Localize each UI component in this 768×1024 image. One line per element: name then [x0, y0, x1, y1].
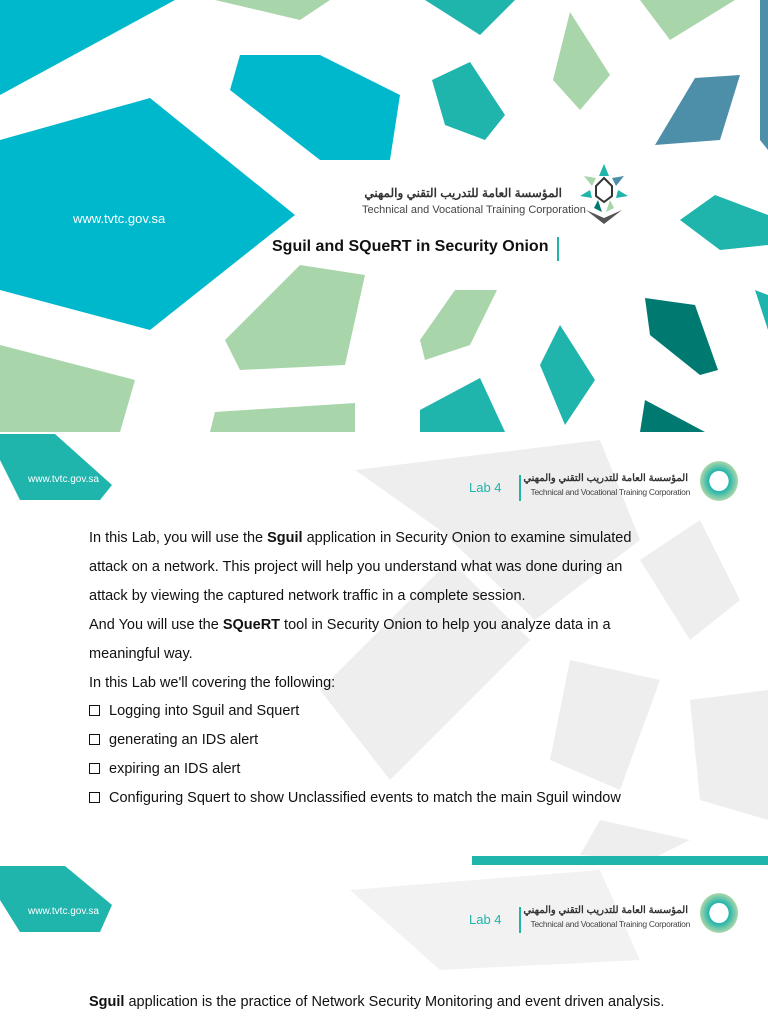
website-url[interactable]: www.tvtc.gov.sa — [28, 906, 99, 917]
intro-line-2: attack on a network. This project will help you understand what was done during an — [89, 559, 623, 575]
lab-divider — [519, 907, 521, 933]
title-divider — [557, 237, 559, 261]
website-url[interactable]: www.tvtc.gov.sa — [73, 211, 166, 226]
checklist-item: expiring an IDS alert — [89, 761, 240, 777]
checkbox-icon — [89, 705, 100, 716]
lab-divider — [519, 475, 521, 501]
checkbox-icon — [89, 763, 100, 774]
intro-line-3: attack by viewing the captured network traffic in a complete session. — [89, 588, 526, 604]
lab-label: Lab 4 — [469, 912, 502, 927]
intro-line-1: In this Lab, you will use the Sguil application in Security Onion to examine simulated — [89, 530, 632, 546]
checkbox-icon — [89, 734, 100, 745]
document-title: Sguil and SQueRT in Security Onion — [272, 238, 549, 255]
org-name-arabic: المؤسسة العامة للتدريب التقني والمهني — [364, 186, 562, 200]
intro-line-6: In this Lab we'll covering the following: — [89, 675, 336, 691]
org-name-arabic: المؤسسة العامة للتدريب التقني والمهني — [523, 905, 688, 916]
org-name-english: Technical and Vocational Training Corporation — [530, 919, 690, 929]
intro-line-5: meaningful way. — [89, 646, 193, 662]
tvtc-logo-icon — [697, 458, 741, 504]
checklist-item: Configuring Squert to show Unclassified events to match the main Sguil window — [89, 790, 621, 806]
website-url[interactable]: www.tvtc.gov.sa — [28, 474, 99, 485]
org-name-arabic: المؤسسة العامة للتدريب التقني والمهني — [523, 473, 688, 484]
org-name-english: Technical and Vocational Training Corporation — [362, 204, 586, 216]
checklist-item: Logging into Sguil and Squert — [89, 703, 299, 719]
sguil-definition: Sguil application is the practice of Network Security Monitoring and event driven analysis. — [89, 994, 665, 1010]
intro-line-4: And You will use the SQueRT tool in Security Onion to help you analyze data in a — [89, 617, 611, 633]
checklist-item: generating an IDS alert — [89, 732, 258, 748]
org-name-english: Technical and Vocational Training Corporation — [530, 487, 690, 497]
lab-label: Lab 4 — [469, 480, 502, 495]
checkbox-icon — [89, 792, 100, 803]
tvtc-logo-icon — [697, 890, 741, 936]
